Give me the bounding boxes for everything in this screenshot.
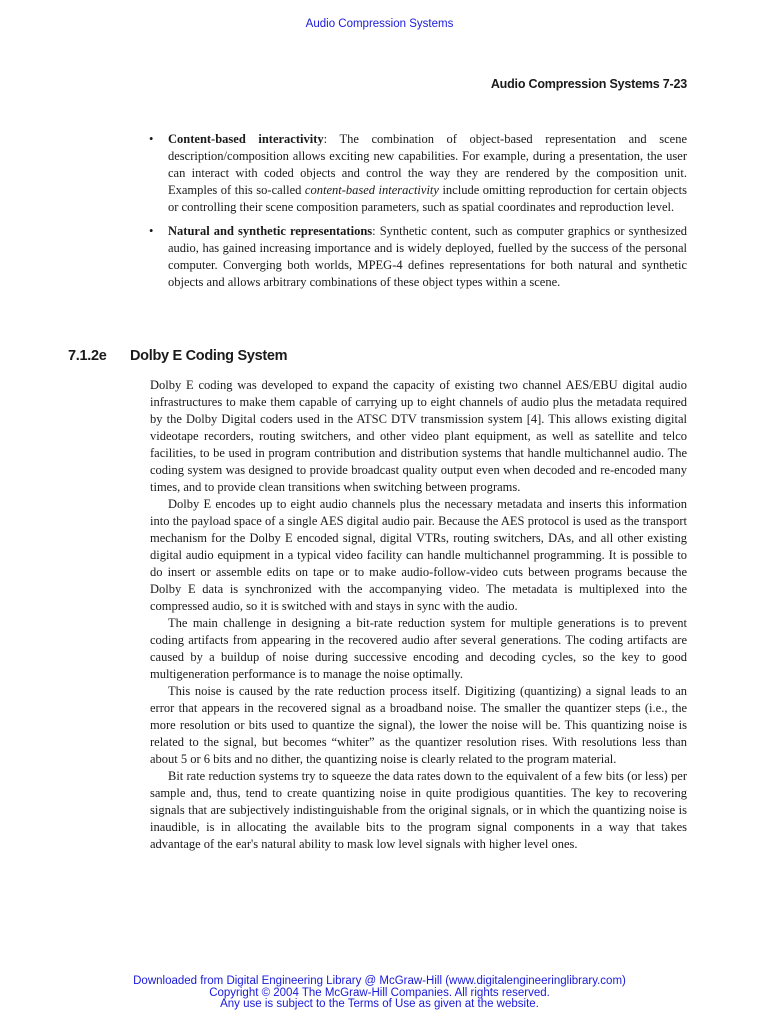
paragraph: Bit rate reduction systems try to squeeze the data rates down to the equivalent of a few bits (or less) per sample and, thus, tend to create quantizing noise in quite prodigious quantities. The key to recovering signals that are subjectively indistinguishable from the original signals, or in which the quantizing noise is inaudible, is in allocating the available bits to the program signal components in a way that takes advantage of the ear's natural ability to mask low level signals with higher level ones.	[150, 769, 687, 851]
paragraph: The main challenge in designing a bit-rate reduction system for multiple generations is to prevent coding artifacts from appearing in the recovered audio after several generations. The coding artifacts are caused by a buildup of noise during successive encoding and decoding cycles, so the key to good multigeneration performance is to manage the noise optimally.	[150, 616, 687, 681]
bullet-text: include omitting reproduction for certain objects or controlling their scene composition parameters, such as spatial coordinates and reproduction level.	[168, 183, 688, 214]
bullet-text: : Synthetic content, such as computer graphics or synthesized audio, has gained increasing importance and is widely deployed, fuelled by the success of the personal computer. Converging both worlds, MPEG-4 defines representations for both natural and synthetic objects and allows arbitrary combinations of these object types within a scene.	[168, 224, 687, 289]
bullet-icon: •	[149, 132, 154, 146]
list-item	[149, 131, 687, 216]
footer-terms-link[interactable]: Any use is subject to the Terms of Use as given at the website.	[220, 998, 539, 1010]
list-item	[149, 223, 687, 291]
section-number: 7.1.2e	[68, 348, 107, 364]
running-head: Audio Compression Systems 7-23	[490, 77, 687, 91]
bullet-list	[149, 131, 687, 298]
bullet-text: : The combination of object-based representation and scene description/composition allows exciting new capabilities. For example, during a presentation, the user can interact with coded objects and control the way they are rendered by the composition unit. Examples of this so-called	[168, 132, 687, 197]
paragraph: This noise is caused by the rate reduction process itself. Digitizing (quantizing) a signal leads to an error that appears in the recovered signal as a broadband noise. The smaller the quantizer steps (i.e., the more resolution or bits used to quantize the signal), the lower the noise will be. This quantizing noise is related to the signal, but becomes “whiter” as the quantizer resolution rises. With resolutions less than about 5 or 6 bits and no dither, the quantizing noise is clearly related to the program material.	[150, 684, 687, 766]
section-heading	[68, 348, 287, 364]
bullet-term: Content-based interactivity	[168, 132, 324, 146]
paragraph: Dolby E coding was developed to expand the capacity of existing two channel AES/EBU digital audio infrastructures to make them capable of carrying up to eight channels of audio plus the metadata required by the Dolby Digital coders used in the ATSC DTV transmission system [4]. This allows existing digital videotape recorders, routing switchers, and other video plant equipment, as well as satellite and telco facilities, to be used in program contribution and distribution systems that handle multichannel audio. The coding system was designed to provide broadcast quality output even when decoded and re-encoded many times, and to provide clean transitions when switching between programs.	[150, 378, 687, 494]
bullet-icon: •	[149, 224, 154, 238]
bullet-term: Natural and synthetic representations	[168, 224, 373, 238]
footer-copyright[interactable]: Copyright © 2004 The McGraw-Hill Companies. All rights reserved.	[209, 986, 550, 999]
bullet-italic-term: content-based interactivity	[304, 183, 439, 197]
paragraph: Dolby E encodes up to eight audio channels plus the necessary metadata and inserts this information into the payload space of a single AES digital audio pair. Because the AES protocol is used as the transport mechanism for the Dolby E encoded signal, digital VTRs, routing switchers, DAs, and all other existing digital audio equipment in a typical video facility can handle multichannel programming. It is possible to do insert or assemble edits on tape or to make audio-follow-video cuts between programs because the Dolby E data is synchronized with the accompanying video. The metadata is multiplexed into the compressed audio, so it is switched with and stays in sync with the audio.	[150, 497, 687, 613]
top-title-link[interactable]: Audio Compression Systems	[305, 18, 454, 30]
footer	[0, 976, 759, 1011]
body-text	[150, 377, 687, 853]
footer-download-link[interactable]: Downloaded from Digital Engineering Library @ McGraw-Hill (www.digitalengineeringlibrary.com)	[133, 975, 626, 987]
section-title: Dolby E Coding System	[130, 348, 288, 364]
